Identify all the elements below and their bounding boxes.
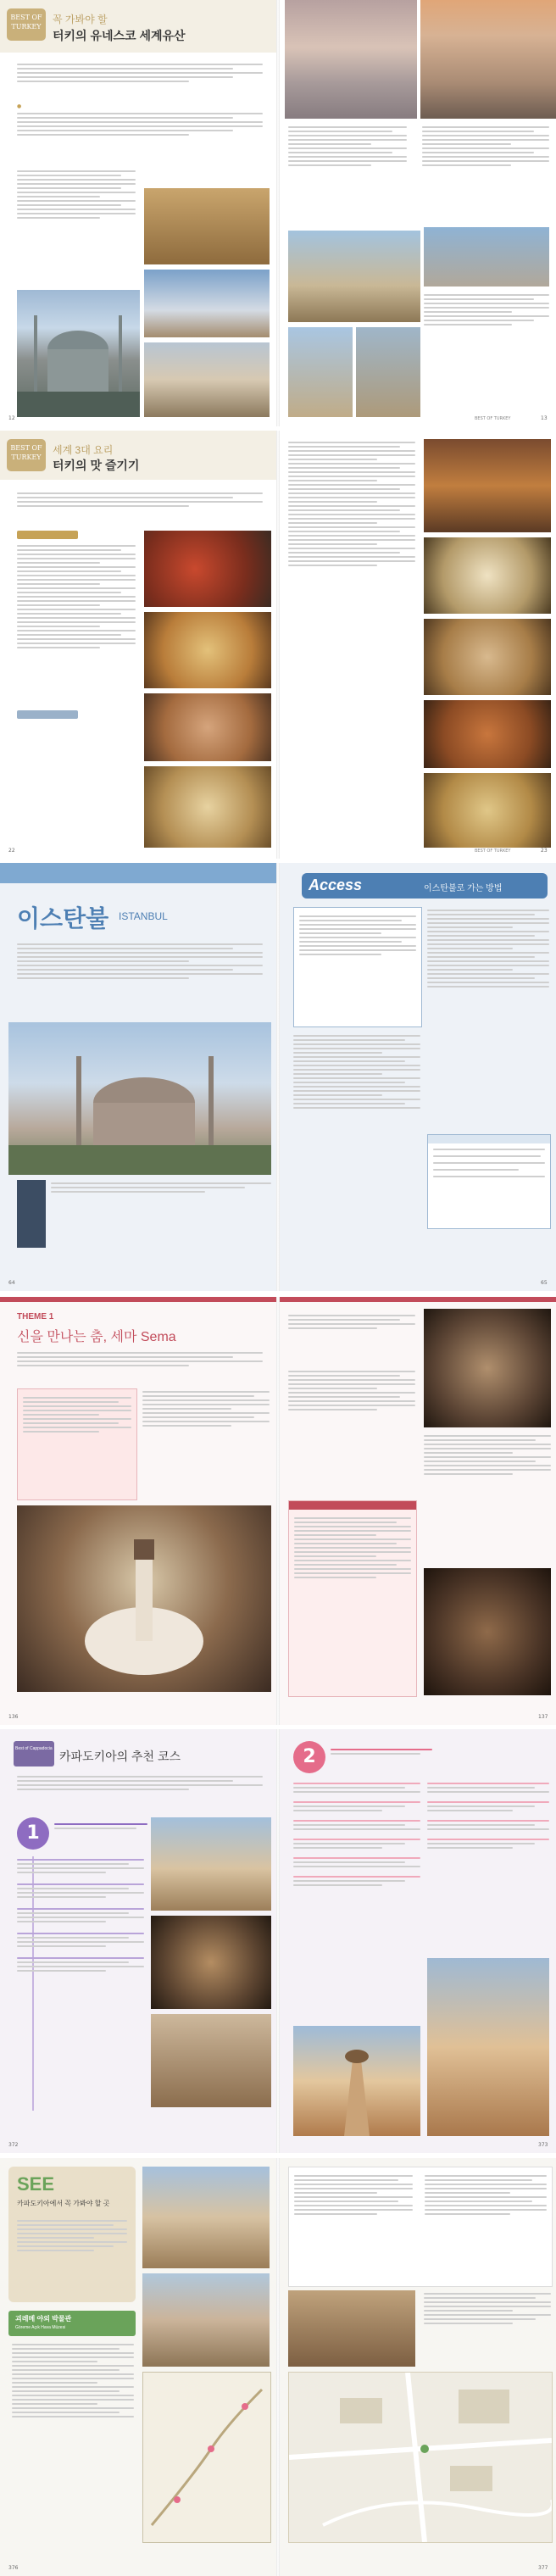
col2-text: [142, 1388, 270, 1499]
page-number-left: 22: [8, 848, 15, 854]
photo-museum-path: [142, 2273, 270, 2367]
photo-food-5: [424, 537, 551, 614]
gutter: [276, 1297, 280, 1725]
photo-columns: [288, 327, 353, 417]
page-number-left: 136: [8, 1714, 19, 1720]
see-title: 카파도키아에서 꼭 가봐야 할 곳: [17, 2200, 110, 2207]
day1-badge: 1: [17, 1817, 49, 1850]
photo-bazaar: [144, 188, 270, 264]
spread-unesco: [0, 0, 556, 426]
mosque-illustration: [17, 290, 140, 417]
gutter: [276, 863, 280, 1291]
spread-sema: [0, 1297, 556, 1725]
gutter: [276, 2158, 280, 2576]
photo-kebab: [424, 439, 551, 532]
gutter: [276, 431, 280, 859]
title-small: 꼭 가봐야 할: [53, 14, 108, 25]
gutter: [276, 1729, 280, 2153]
access-title: 이스탄불로 가는 방법: [424, 884, 503, 893]
day2-heading: [331, 1746, 432, 1772]
page-number-right: 373: [538, 2142, 548, 2148]
col-left-text: [17, 168, 136, 278]
label-badge: [14, 1741, 54, 1766]
day2-badge: 2: [293, 1741, 325, 1773]
intro-text: [17, 61, 263, 102]
museum-map-drawing: [143, 2373, 270, 2542]
page-number-left: 376: [8, 2565, 19, 2571]
section-badge: BEST OF TURKEY: [7, 439, 46, 471]
right-col2-text: [288, 1368, 415, 1495]
info-box-text: [299, 913, 416, 1021]
chimney-illustration: [293, 2026, 420, 2136]
right-col-text: [288, 439, 415, 795]
photo-food-2: [144, 612, 271, 688]
town-map: [288, 2372, 553, 2543]
info-box: [288, 2167, 553, 2287]
right-col2-text: [422, 124, 549, 225]
title-small: 세계 3대 요리: [53, 444, 114, 456]
right-col1-text: [288, 124, 407, 225]
photo-hagia-sophia: [8, 1022, 271, 1175]
gutter: [276, 0, 280, 426]
photo-pamukkale: [285, 0, 417, 119]
info-box-text-left: [294, 2173, 413, 2281]
spread-cuisine: [0, 431, 556, 859]
photo-chimneys-2: [427, 1958, 549, 2136]
intro-text: [17, 490, 263, 524]
see-label: SEE: [17, 2173, 55, 2195]
page-title: 카파도키아의 추천 코스: [59, 1750, 181, 1763]
photo-rock-church: [151, 2014, 271, 2107]
info-box: [17, 1388, 137, 1500]
intro-text: [17, 1773, 263, 1807]
right-col-text: [424, 2290, 551, 2367]
museum-map: [142, 2372, 271, 2543]
photo-theatre: [356, 327, 420, 417]
photo-trojan-horse: [288, 231, 420, 322]
subhead-istanbul: ●: [17, 103, 22, 109]
right-col-text: [293, 1032, 420, 1244]
side-tab: [17, 1180, 46, 1248]
photo-food-8: [424, 773, 551, 848]
town-map-drawing: [289, 2373, 552, 2542]
photo-food-6: [424, 619, 551, 695]
photo-food-7: [424, 700, 551, 768]
day2-schedule-b: [427, 1780, 549, 1950]
photo-food-4: [144, 766, 271, 848]
see-intro: [17, 2217, 127, 2294]
photo-food-3: [144, 693, 271, 761]
dervish-figure: [17, 1505, 271, 1692]
right-col1-text: [288, 1312, 415, 1363]
photo-landscape: [420, 0, 556, 119]
day1-schedule: [17, 1856, 144, 2111]
page-number-left: 64: [8, 1280, 15, 1286]
access-label: Access: [309, 876, 363, 893]
page-number-right: 65: [541, 1280, 548, 1286]
city-title: 이스탄불: [17, 905, 109, 932]
label-text: Best of Cappadocia: [15, 1746, 53, 1751]
page-number-right: 377: [538, 2565, 548, 2571]
photo-ruin: [144, 342, 270, 417]
photo-whirling-dervish: [17, 1505, 271, 1692]
caption-text: [51, 1180, 271, 1205]
theme-label: THEME 1: [17, 1312, 54, 1321]
spread-cappadocia-see: [0, 2158, 556, 2576]
photo-pottery: [288, 2290, 415, 2367]
day1-heading: [54, 1821, 147, 1846]
day2-schedule-a: [293, 1780, 420, 2017]
running-head: BEST OF TURKEY: [475, 416, 511, 421]
top-band: [0, 863, 276, 883]
right-col3-text: [424, 1433, 551, 1560]
right-col2-text: [427, 907, 549, 1127]
photo-musicians: [424, 1568, 551, 1695]
info-box: [293, 907, 422, 1027]
right-col3-text: [424, 292, 549, 376]
photo-city: [424, 227, 549, 287]
info-box-text-right: [425, 2173, 547, 2281]
page-number-right: 137: [538, 1714, 548, 1720]
photo-mosque: [17, 290, 140, 417]
subhead-kebab-tag: [17, 531, 78, 539]
intro-text: [17, 1349, 263, 1383]
tips-box: [288, 1500, 417, 1697]
photo-underground: [151, 1916, 271, 2009]
fare-table: [427, 1134, 551, 1229]
page-title: 터키의 맛 즐기기: [53, 459, 140, 472]
running-head: BEST OF TURKEY: [475, 848, 511, 854]
museum-label: 괴레메 야외 박물관: [15, 2315, 72, 2323]
col-left-text: [17, 542, 136, 822]
info-box-text: [23, 1394, 131, 1494]
photo-museum-rocks: [142, 2167, 270, 2268]
mosque-skyline: [8, 1022, 271, 1175]
photo-valley: [151, 1817, 271, 1911]
photo-food-1: [144, 531, 271, 607]
istanbul-text: [17, 110, 263, 161]
photo-tower: [144, 270, 270, 337]
subhead-dessert-tag: [17, 710, 78, 719]
tips-box-text: [294, 1515, 411, 1693]
museum-text: [12, 2341, 134, 2528]
page-number-left: 12: [8, 415, 15, 421]
spread-cappadocia-course: [0, 1729, 556, 2153]
intro-text: [17, 941, 263, 1017]
museum-en: Göreme Açık Hava Müzesi: [15, 2325, 66, 2330]
photo-fairy-chimney: [293, 2026, 420, 2136]
page-title: 터키의 유네스코 세계유산: [53, 29, 186, 42]
page-title: 신을 만나는 춤, 세마 Sema: [17, 1330, 176, 1344]
photo-sema-ceremony: [424, 1309, 551, 1427]
section-badge: BEST OF TURKEY: [7, 8, 46, 41]
page-number-right: 23: [541, 848, 548, 854]
page-number-right: 13: [541, 415, 548, 421]
page-number-left: 372: [8, 2142, 19, 2148]
spread-istanbul: [0, 863, 556, 1291]
city-title-en: ISTANBUL: [119, 910, 168, 922]
